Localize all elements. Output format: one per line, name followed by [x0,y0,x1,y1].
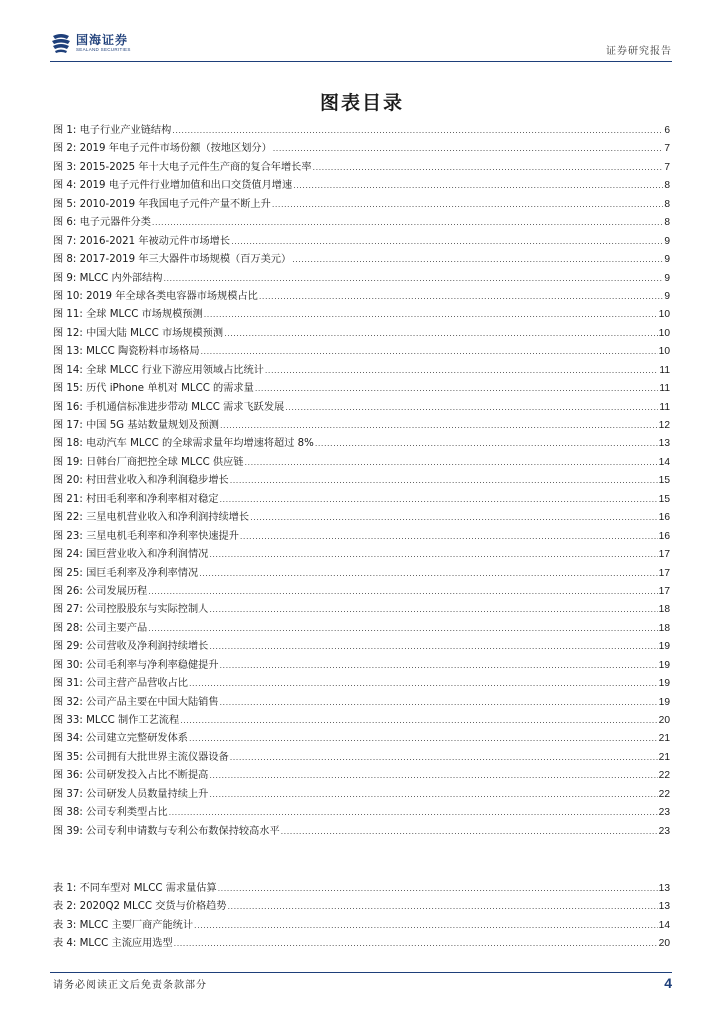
entry-page-number: 18 [658,622,670,634]
figure-entry[interactable] [53,785,670,803]
entry-title: 2019 年全球各类电容器市场规模占比 [86,290,258,302]
dot-leader [209,642,657,651]
dot-leader [273,144,664,153]
entry-page-number: 19 [658,678,670,690]
entry-page-number: 15 [658,493,670,505]
entry-page-number: 21 [658,733,670,745]
dot-leader [220,495,658,504]
entry-title: 2019 年电子元件市场份额（按地区划分） [79,143,272,155]
entry-label: 图 9: [53,272,77,284]
figure-entry[interactable] [53,822,670,840]
entry-title: 三星电机营业收入和净利润持续增长 [86,512,250,524]
dot-leader [189,679,658,688]
dot-leader [272,200,664,209]
entry-title: 2019 电子元件行业增加值和出口交货值月增速 [79,180,293,192]
figure-entry[interactable] [53,250,670,268]
entry-title: 电子元器件分类 [79,217,151,229]
entry-title: 电子行业产业链结构 [79,125,172,136]
dot-leader [209,550,657,559]
entry-label: 图 23: [53,530,83,542]
dot-leader [148,587,657,596]
entry-label: 图 11: [53,309,83,321]
dot-leader [189,734,658,743]
figure-entry[interactable] [53,766,670,784]
entry-title: 2015-2025 年十大电子元件生产商的复合年增长率 [79,161,312,173]
entry-title: 中国 5G 基站数量规划及预测 [86,420,219,431]
entry-title: 公司建立完整研发体系 [86,733,188,745]
entry-title: 公司研发人员数量持续上升 [86,788,209,800]
entry-title: 村田营业收入和净利润稳步增长 [86,475,229,487]
figure-entry[interactable] [53,674,670,692]
entry-page-number: 13 [658,883,670,894]
entry-page-number: 23 [658,807,670,819]
dot-leader [293,181,663,190]
table-list [53,879,670,953]
entry-page-number: 21 [658,751,670,763]
figure-list [53,121,670,840]
page-title: 图表目录 [319,92,404,114]
figure-entry[interactable] [53,305,670,323]
figure-entry[interactable] [53,434,670,452]
entry-label: 图 24: [53,549,83,561]
entry-page-number: 7 [664,143,670,155]
entry-title: MLCC 主流应用选型 [79,938,173,950]
entry-page-number: 22 [658,770,670,782]
dot-leader [194,921,658,930]
entry-title: 公司控股股东与实际控制人 [86,604,209,616]
dot-leader [259,292,663,301]
entry-title: 历代 iPhone 单机对 MLCC 的需求量 [86,383,254,395]
figure-entry[interactable] [53,711,670,729]
entry-label: 图 1: [53,125,77,136]
entry-title: 国巨营业收入和净利润情况 [86,549,209,561]
entry-label: 图 31: [53,678,83,690]
entry-label: 图 38: [53,807,83,819]
dot-leader [230,476,658,485]
figure-entry[interactable] [53,582,670,600]
dot-leader [255,384,659,393]
dot-leader [218,884,658,893]
entry-label: 图 20: [53,475,83,487]
figure-entry[interactable] [53,600,670,618]
entry-label: 表 2: [53,901,77,913]
dot-leader [240,532,658,541]
sealand-logo-icon [50,32,72,54]
entry-page-number: 9 [664,290,670,302]
entry-page-number: 11 [659,364,670,376]
figure-entry[interactable] [53,490,670,508]
entry-title: 2017-2019 年三大器件市场规模（百万美元） [79,254,292,266]
entry-label: 图 25: [53,567,83,579]
entry-title: 公司发展历程 [86,585,148,597]
figure-entry[interactable] [53,693,670,711]
entry-title: 日韩台厂商把控全球 MLCC 供应链 [86,456,244,468]
dot-leader [228,902,658,911]
dot-leader [220,421,658,430]
entry-title: 2016-2021 年被动元件市场增长 [79,235,231,247]
entry-page-number: 8 [664,217,670,229]
entry-title: MLCC 主要厂商产能统计 [79,919,194,931]
figure-entry[interactable] [53,361,670,379]
dot-leader [313,163,664,172]
dot-leader [265,366,659,375]
dot-leader [285,403,658,412]
figure-entry[interactable] [53,471,670,489]
table-entry[interactable] [53,879,670,897]
entry-title: MLCC 内外部结构 [79,272,163,284]
entry-page-number: 9 [664,235,670,247]
entry-page-number: 17 [658,567,670,579]
entry-label: 图 33: [53,715,83,726]
entry-label: 图 37: [53,788,83,800]
dot-leader [169,808,658,817]
entry-title: 公司专利申请数与专利公布数保持较高水平 [86,825,280,837]
figure-entry[interactable] [53,729,670,747]
entry-title: 2010-2019 年我国电子元件产量不断上升 [79,198,271,210]
entry-page-number: 8 [664,198,670,210]
footer-disclaimer: 请务必阅读正文后免责条款部分 [53,980,207,991]
entry-title: 村田毛利率和净利率相对稳定 [86,493,219,505]
dot-leader [204,310,658,319]
logo-english-name: SEALAND SECURITIES [76,46,131,52]
figure-entry[interactable] [53,324,670,342]
entry-page-number: 23 [658,825,670,837]
entry-page-number: 13 [658,901,670,913]
entry-label: 图 17: [53,420,83,431]
entry-title: 公司营收及净利润持续增长 [86,641,209,653]
figure-entry[interactable] [53,527,670,545]
entry-label: 图 32: [53,696,83,708]
figure-entry[interactable] [53,213,670,231]
figure-entry[interactable] [53,139,670,157]
report-type-label: 证券研究报告 [606,46,672,57]
entry-title: 全球 MLCC 行业下游应用领域占比统计 [86,364,264,376]
entry-page-number: 10 [658,309,670,321]
entry-page-number: 10 [658,327,670,339]
entry-title: 国巨毛利率及净利率情况 [86,567,199,579]
dot-leader [281,827,658,836]
table-entry[interactable] [53,897,670,915]
entry-label: 图 12: [53,327,83,339]
figure-entry[interactable] [53,379,670,397]
dot-leader [220,661,658,670]
dot-leader [172,126,663,135]
entry-page-number: 13 [658,438,670,450]
entry-page-number: 14 [658,456,670,468]
entry-title: 电动汽车 MLCC 的全球需求量年均增速将超过 8% [86,438,314,450]
entry-label: 图 14: [53,364,83,376]
entry-title: 手机通信标准进步带动 MLCC 需求飞跃发展 [86,401,285,413]
figure-entry[interactable] [53,508,670,526]
dot-leader [224,329,658,338]
dot-leader [174,939,658,948]
entry-title: 公司专利类型占比 [86,807,168,819]
figure-entry[interactable] [53,545,670,563]
dot-leader [163,274,663,283]
page-header [50,30,672,60]
entry-label: 图 13: [53,346,83,358]
figure-entry[interactable] [53,748,670,766]
entry-label: 图 28: [53,622,83,634]
figure-entry[interactable] [53,564,670,582]
figure-entry[interactable] [53,269,670,287]
page-number: 4 [664,975,672,991]
entry-page-number: 10 [658,346,670,358]
dot-leader [199,569,658,578]
entry-page-number: 19 [658,659,670,671]
entry-label: 图 10: [53,290,83,302]
entry-page-number: 8 [664,180,670,192]
entry-page-number: 12 [658,420,670,431]
entry-page-number: 19 [658,641,670,653]
entry-label: 图 35: [53,751,83,763]
entry-page-number: 18 [658,604,670,616]
entry-title: 全球 MLCC 市场规模预测 [86,309,203,321]
entry-page-number: 11 [659,383,670,395]
entry-page-number: 17 [658,585,670,597]
dot-leader [180,716,658,725]
entry-label: 图 29: [53,641,83,653]
entry-page-number: 17 [658,549,670,561]
entry-page-number: 16 [658,512,670,524]
table-entry[interactable] [53,916,670,934]
dot-leader [245,458,658,467]
entry-label: 图 6: [53,217,77,229]
dot-leader [152,218,663,227]
header-divider [50,61,672,62]
entry-title: 2020Q2 MLCC 交货与价格趋势 [79,901,227,913]
entry-label: 图 8: [53,254,77,266]
entry-label: 图 30: [53,659,83,671]
entry-label: 图 16: [53,401,83,413]
entry-label: 表 3: [53,919,77,931]
entry-label: 图 7: [53,235,77,247]
table-entry[interactable] [53,934,670,952]
entry-title: 公司研发投入占比不断提高 [86,770,209,782]
entry-title: 公司主营产品营收占比 [86,678,188,690]
entry-page-number: 20 [658,938,670,950]
footer-divider [50,972,672,973]
entry-title: 三星电机毛利率和净利率快速提升 [86,530,239,542]
entry-page-number: 20 [658,715,670,726]
entry-title: 中国大陆 MLCC 市场规模预测 [86,327,224,339]
entry-page-number: 19 [658,696,670,708]
figure-entry[interactable] [53,656,670,674]
figure-entry[interactable] [53,453,670,471]
figure-entry[interactable] [53,342,670,360]
dot-leader [209,790,657,799]
entry-label: 图 21: [53,493,83,505]
dot-leader [209,605,657,614]
figure-entry[interactable] [53,176,670,194]
entry-page-number: 11 [659,401,670,413]
entry-page-number: 22 [658,788,670,800]
figure-entry[interactable] [53,803,670,821]
entry-title: MLCC 陶瓷粉料市场格局 [86,346,200,358]
entry-title: 公司主要产品 [86,622,148,634]
entry-label: 图 26: [53,585,83,597]
dot-leader [230,753,658,762]
entry-page-number: 15 [658,475,670,487]
entry-title: 公司毛利率与净利率稳健提升 [86,659,219,671]
dot-leader [250,513,658,522]
entry-page-number: 9 [664,254,670,266]
figure-entry[interactable] [53,287,670,305]
entry-label: 图 15: [53,383,83,395]
figure-entry[interactable] [53,619,670,637]
entry-title: 公司拥有大批世界主流仪器设备 [86,751,229,763]
entry-title: MLCC 制作工艺流程 [86,715,180,726]
entry-page-number: 7 [664,161,670,173]
figure-entry[interactable] [53,158,670,176]
dot-leader [292,255,663,264]
entry-page-number: 14 [658,919,670,931]
entry-label: 图 36: [53,770,83,782]
figure-entry[interactable] [53,232,670,250]
figure-entry[interactable] [53,637,670,655]
entry-label: 表 4: [53,938,77,950]
entry-label: 图 22: [53,512,83,524]
logo-chinese-name: 国海证券 [76,32,129,47]
entry-label: 图 3: [53,161,77,173]
dot-leader [220,698,658,707]
entry-label: 图 5: [53,198,77,210]
figure-entry[interactable] [53,121,670,139]
entry-label: 图 2: [53,143,77,155]
entry-title: 不同车型对 MLCC 需求量估算 [79,883,217,894]
figure-entry[interactable] [53,398,670,416]
entry-label: 图 19: [53,456,83,468]
entry-page-number: 9 [664,272,670,284]
entry-label: 表 1: [53,883,77,894]
dot-leader [231,237,663,246]
dot-leader [148,624,657,633]
dot-leader [315,439,658,448]
entry-page-number: 16 [658,530,670,542]
entry-title: 公司产品主要在中国大陆销售 [86,696,219,708]
dot-leader [201,347,658,356]
entry-page-number: 6 [664,125,670,136]
entry-label: 图 34: [53,733,83,745]
entry-label: 图 4: [53,180,77,192]
figure-entry[interactable] [53,416,670,434]
entry-label: 图 39: [53,825,83,837]
entry-label: 图 27: [53,604,83,616]
figure-entry[interactable] [53,195,670,213]
entry-label: 图 18: [53,438,83,450]
dot-leader [209,771,657,780]
company-logo [50,32,131,54]
